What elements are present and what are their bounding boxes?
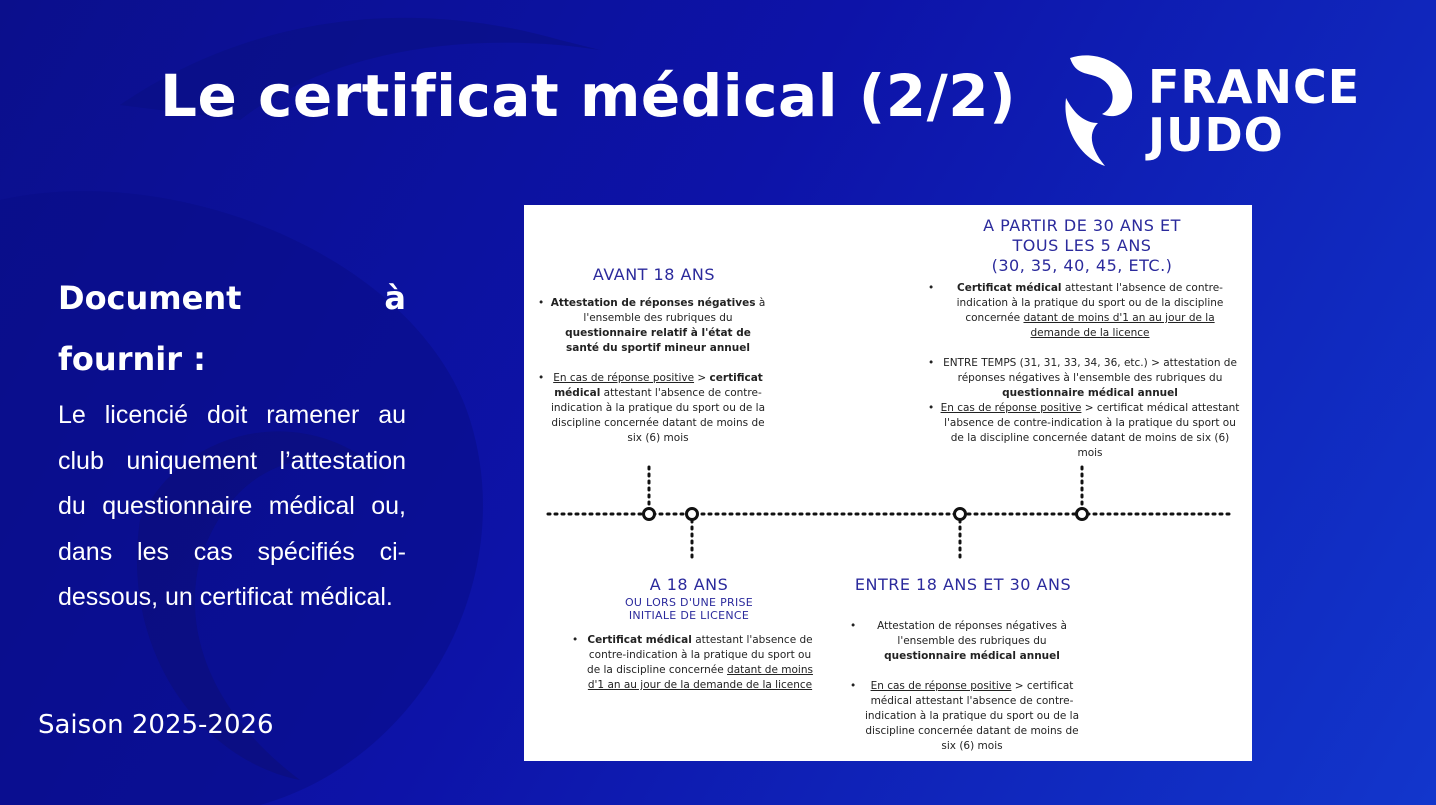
list-item: • Attestation de réponses négatives à l'ensemble des rubriques du questionnaire relatif à l'état de santé du sportif mineur annuel xyxy=(538,296,766,356)
before18-title: AVANT 18 ANS xyxy=(592,265,716,284)
logo-line2: JUDO xyxy=(1148,108,1284,162)
timeline-node-before18 xyxy=(644,509,655,520)
list-item: • En cas de réponse positive > certificat médical attestant l'absence de contre-indication à la pratique du sport ou de la discipline concernée datant de moins de six (6) mois xyxy=(538,371,766,446)
from30-bullets xyxy=(928,281,1240,476)
slide-title: Le certificat médical (2/2) xyxy=(160,62,1017,130)
list-item: • Attestation de réponses négatives à l'ensemble des rubriques du questionnaire médical annuel xyxy=(850,619,1082,664)
timeline-node-at18 xyxy=(687,509,698,520)
before18-bullets xyxy=(538,296,766,461)
list-item: • ENTRE TEMPS (31, 31, 33, 34, 36, etc.) > attestation de réponses négatives à l'ensemble des rubriques du questionnaire médical annuel xyxy=(928,356,1240,401)
season-label: Saison 2025-2026 xyxy=(38,710,274,740)
judo-emblem-icon xyxy=(1060,48,1140,173)
list-item: • Certificat médical attestant l'absence de contre-indication à la pratique du sport ou de la discipline concernée datant de moins d'1 an au jour de la demande de la licence xyxy=(928,281,1240,341)
list-item: • Certificat médical attestant l'absence de contre-indication à la pratique du sport ou de la discipline concernée datant de moins d'1 an au jour de la demande de la licence xyxy=(572,633,816,693)
list-item: • En cas de réponse positive > certificat médical attestant l'absence de contre-indication à la pratique du sport ou de la discipline concernée datant de moins de six (6) mois xyxy=(928,401,1240,461)
left-body: Le licencié doit ramener au club uniquement l’attestation du questionnaire médical ou, dans les cas spécifiés ci-dessous, un certificat médical. xyxy=(58,401,406,611)
between-title: ENTRE 18 ANS ET 30 ANS xyxy=(854,575,1072,594)
left-heading: Document à fournir : xyxy=(58,279,406,378)
infographic-panel xyxy=(524,205,1252,761)
logo-line1: FRANCE xyxy=(1148,60,1361,114)
list-item: • En cas de réponse positive > certificat médical attestant l'absence de contre-indication à la pratique du sport ou de la discipline concernée datant de moins de six (6) mois xyxy=(850,679,1082,754)
at18-bullets xyxy=(572,633,816,708)
between-bullets xyxy=(850,619,1082,769)
at18-subtitle: OU LORS D'UNE PRISE INITIALE DE LICENCE xyxy=(624,596,754,622)
timeline-node-between xyxy=(955,509,966,520)
at18-title: A 18 ANS xyxy=(649,575,729,594)
timeline-node-from30 xyxy=(1077,509,1088,520)
france-judo-logo xyxy=(1060,48,1390,173)
from30-title: A PARTIR DE 30 ANS ET TOUS LES 5 ANS (30, 35, 40, 45, ETC.) xyxy=(983,216,1181,275)
